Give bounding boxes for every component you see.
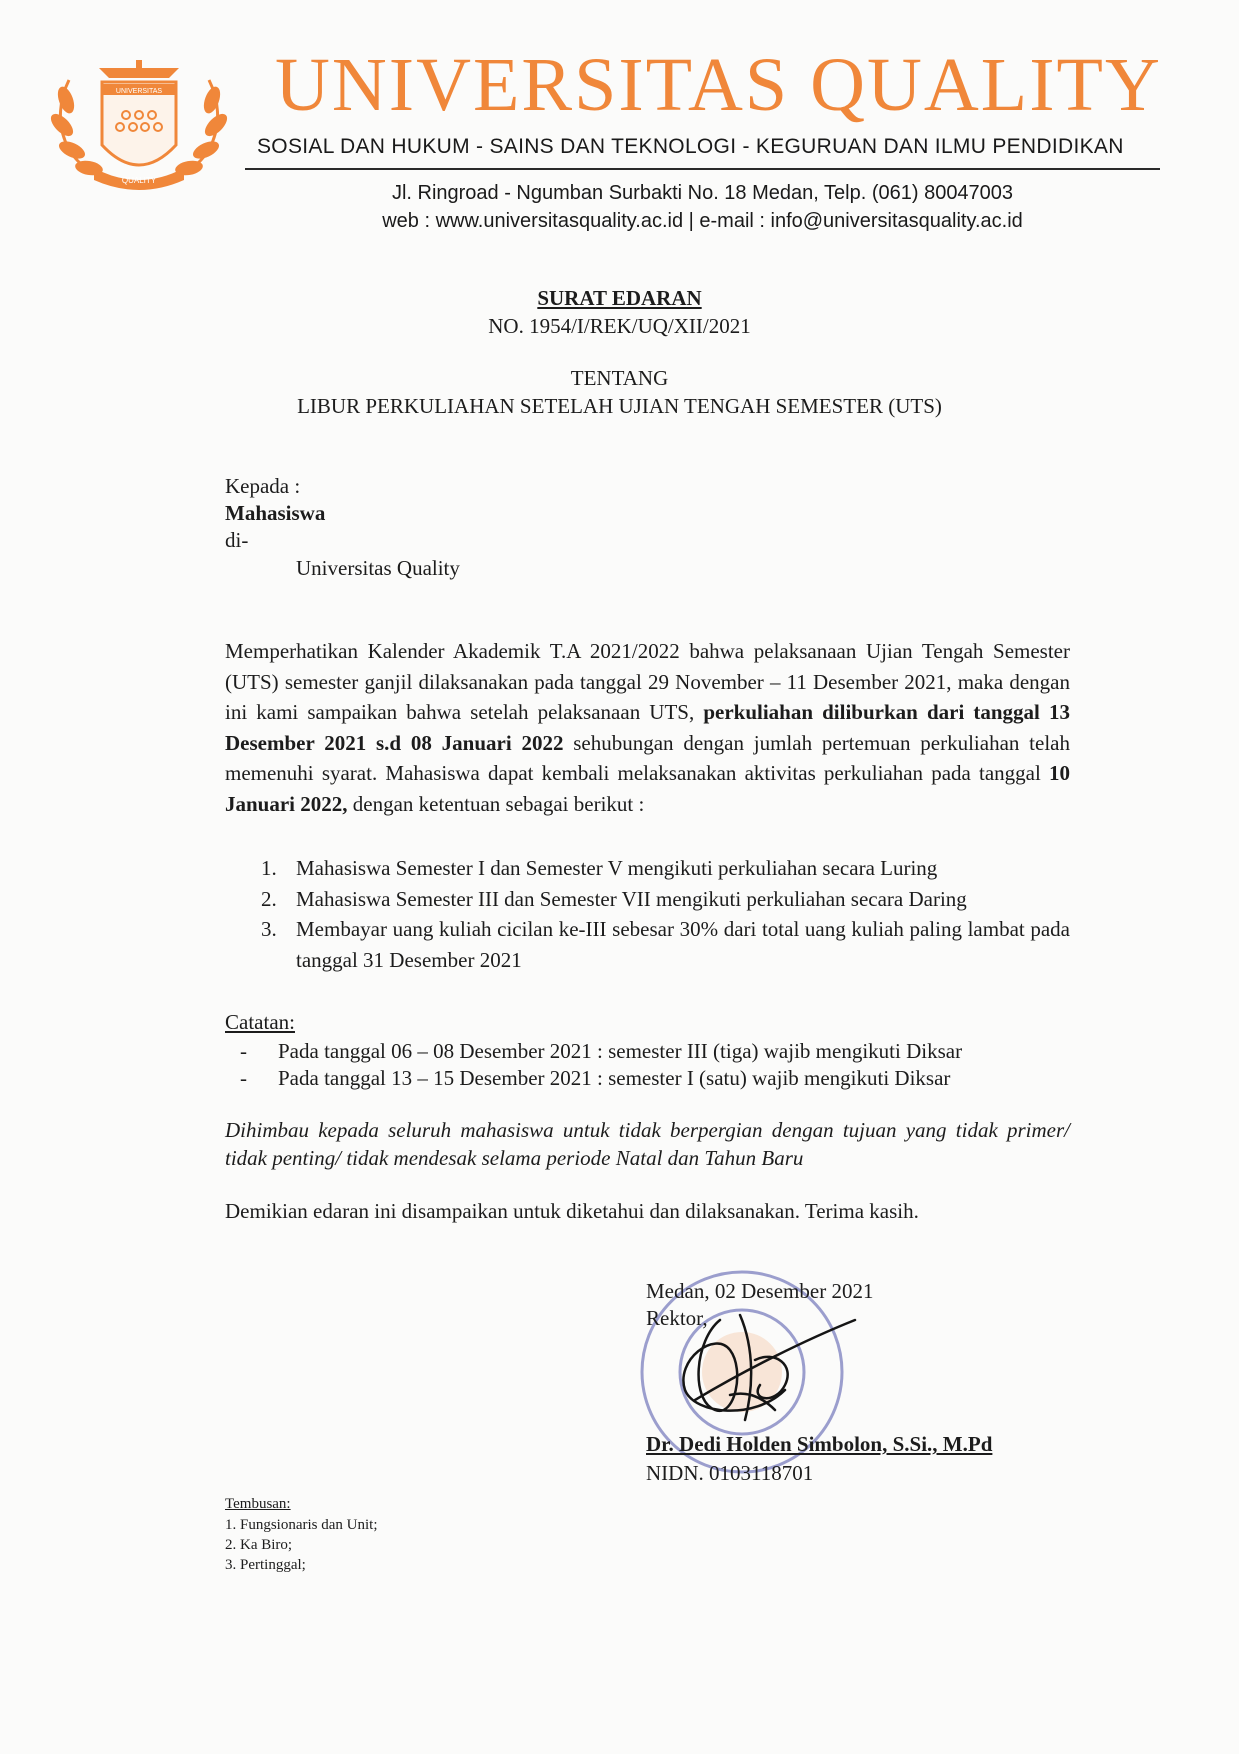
note-text: Pada tanggal 06 – 08 Desember 2021 : semester III (tiga) wajib mengikuti Diksar bbox=[278, 1039, 963, 1063]
notes-list bbox=[225, 1038, 962, 1092]
provisions-list bbox=[225, 853, 1070, 975]
cc-item: 3. Pertinggal; bbox=[225, 1557, 306, 1573]
handwritten-signature bbox=[635, 1290, 875, 1440]
letter-subject: LIBUR PERKULIAHAN SETELAH UJIAN TENGAH SEMESTER (UTS) bbox=[297, 394, 942, 418]
holiday-period: perkuliahan diliburkan dari tanggal 13 Desember 2021 s.d 08 Januari 2022 bbox=[225, 700, 1070, 755]
appeal-text: Dihimbau kepada seluruh mahasiswa untuk tidak berpergian dengan tujuan yang tidak primer/ tidak penting/ tidak mendesak selama periode Natal dan Tahun Baru bbox=[225, 1118, 1070, 1170]
closing-text: Demikian edaran ini disampaikan untuk diketahui dan dilaksanakan. Terima kasih. bbox=[225, 1199, 919, 1223]
list-number: 2. bbox=[261, 886, 277, 911]
note-dash: - bbox=[240, 1066, 247, 1090]
logo-text-bottom: QUALITY bbox=[121, 176, 157, 185]
list-item bbox=[225, 853, 1070, 884]
list-text: Membayar uang kuliah cicilan ke-III sebesar 30% dari total uang kuliah paling lambat pada tanggal 31 Desember 2021 bbox=[296, 917, 1070, 972]
contact-line: web : www.universitasquality.ac.id | e-mail : info@universitasquality.ac.id bbox=[382, 210, 1023, 232]
university-logo bbox=[44, 60, 234, 200]
recipient-name: Mahasiswa bbox=[225, 501, 326, 525]
resume-date: 10 Januari 2022, bbox=[225, 761, 1070, 816]
list-item bbox=[225, 884, 1070, 915]
faculties-line: SOSIAL DAN HUKUM - SAINS DAN TEKNOLOGI - KEGURUAN DAN ILMU PENDIDIKAN bbox=[257, 135, 1124, 158]
notes-label: Catatan: bbox=[225, 1010, 295, 1034]
place-date: Medan, 02 Desember 2021 bbox=[646, 1279, 874, 1303]
university-name: UNIVERSITAS QUALITY bbox=[275, 43, 1162, 127]
letterhead-divider bbox=[245, 168, 1160, 170]
about-label: TENTANG bbox=[570, 366, 669, 390]
at-label: di- bbox=[225, 528, 249, 552]
list-number: 1. bbox=[261, 856, 277, 880]
note-item bbox=[225, 1065, 962, 1092]
logo-text-top: UNIVERSITAS bbox=[115, 88, 163, 95]
note-dash: - bbox=[240, 1039, 247, 1063]
paragraph-text-1: Memperhatikan Kalender Akademik T.A 2021/2022 bahwa pelaksanaan Ujian Tengah Semester (UTS) semester ganjil dilaksanakan pada tanggal 29 November – 11 Desember 2021, maka dengan ini kami sampaikan bahwa setelah pelaksanaan UTS, bbox=[225, 639, 1070, 725]
cc-item: 2. Ka Biro; bbox=[225, 1537, 293, 1553]
recipient-place: Universitas Quality bbox=[296, 556, 460, 580]
signer-position: Rektor, bbox=[646, 1306, 708, 1330]
main-paragraph bbox=[225, 636, 1070, 820]
note-item bbox=[225, 1038, 962, 1065]
paragraph-text-2: sehubungan dengan jumlah pertemuan perkuliahan telah memenuhi syarat. Mahasiswa dapat kembali melaksanakan aktivitas perkuliahan pada tanggal bbox=[225, 730, 1070, 786]
signer-nidn: NIDN. 0103118701 bbox=[646, 1461, 814, 1485]
letter-number: NO. 1954/I/REK/UQ/XII/2021 bbox=[488, 314, 751, 338]
list-number: 3. bbox=[261, 917, 277, 941]
cc-label: Tembusan: bbox=[225, 1496, 291, 1512]
letter-type: SURAT EDARAN bbox=[537, 286, 702, 310]
paragraph-text-3: dengan ketentuan sebagai berikut : bbox=[347, 791, 645, 816]
list-text: Mahasiswa Semester I dan Semester V mengikuti perkuliahan secara Luring bbox=[296, 856, 938, 880]
note-text: Pada tanggal 13 – 15 Desember 2021 : semester I (satu) wajib mengikuti Diksar bbox=[278, 1066, 951, 1090]
list-item bbox=[225, 914, 1070, 975]
address-line: Jl. Ringroad - Ngumban Surbakti No. 18 Medan, Telp. (061) 80047003 bbox=[391, 182, 1014, 204]
list-text: Mahasiswa Semester III dan Semester VII mengikuti perkuliahan secara Daring bbox=[296, 886, 967, 911]
cc-item: 1. Fungsionaris dan Unit; bbox=[225, 1517, 378, 1533]
signer-name: Dr. Dedi Holden Simbolon, S.Si., M.Pd bbox=[646, 1432, 993, 1456]
to-label: Kepada : bbox=[225, 474, 301, 498]
